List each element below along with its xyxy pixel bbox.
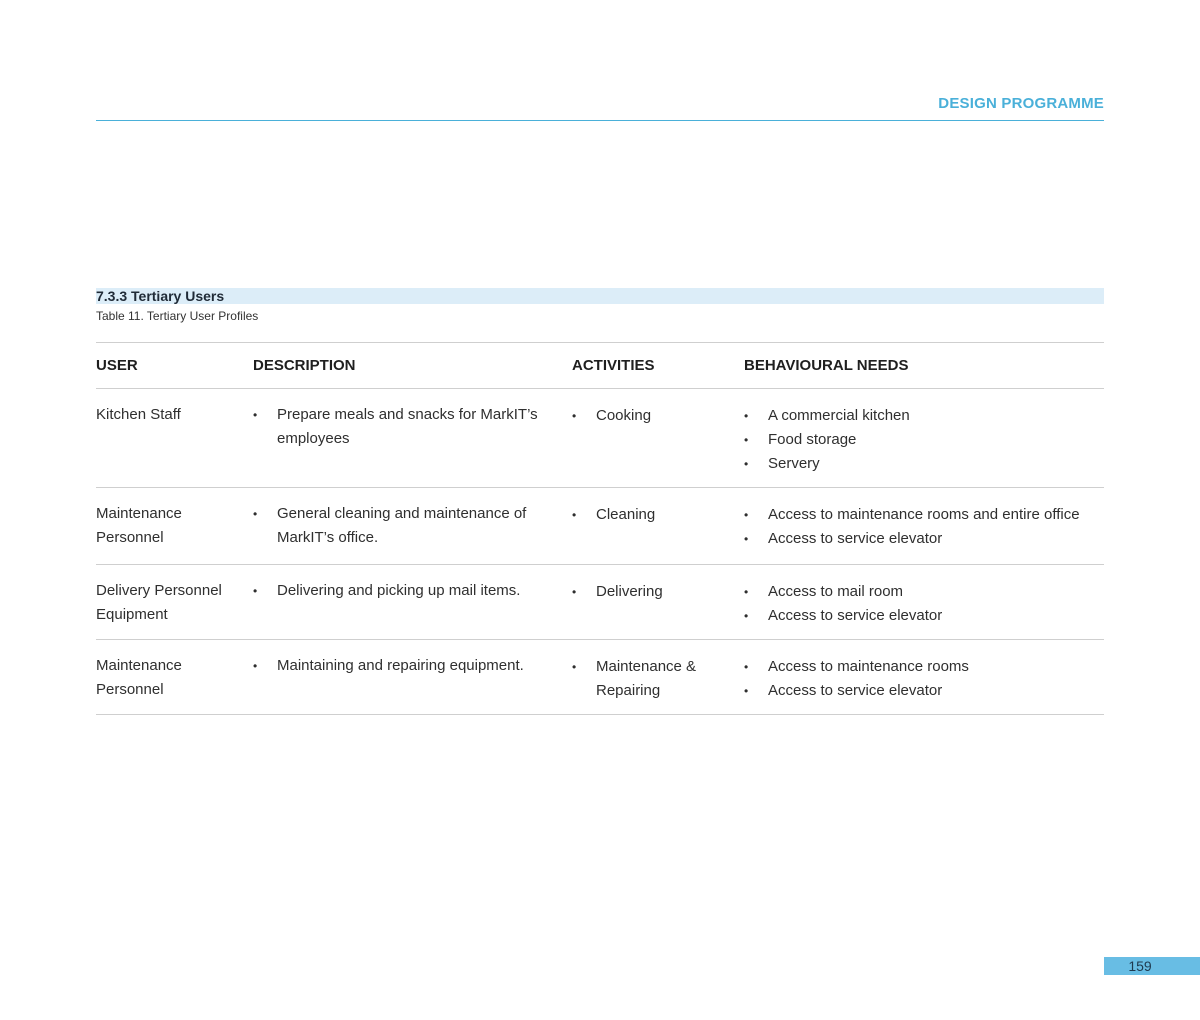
bullet-icon: • <box>744 609 749 623</box>
bullet-icon: • <box>253 584 258 598</box>
user-name: Maintenance Personnel <box>96 505 182 546</box>
activity-item-text: Delivering <box>596 583 663 600</box>
cell-description-list <box>253 502 572 550</box>
cell-description <box>253 389 572 488</box>
cell-behavioural-needs <box>744 389 1104 488</box>
column-header-description: DESCRIPTION <box>253 343 572 389</box>
need-item-text: A commercial kitchen <box>768 407 910 424</box>
bullet-icon: • <box>744 684 749 698</box>
cell-user <box>96 488 253 565</box>
need-item <box>744 404 1104 428</box>
section-title: 7.3.3 Tertiary Users <box>96 288 225 304</box>
bullet-icon: • <box>744 433 749 447</box>
cell-behavioural-needs-list <box>744 579 1104 627</box>
description-item <box>253 502 572 550</box>
user-name: Delivery Personnel Equipment <box>96 582 222 623</box>
need-item-text: Food storage <box>768 431 857 448</box>
activity-item <box>572 503 744 527</box>
table-header-row <box>96 343 1104 389</box>
bullet-icon: • <box>572 660 577 674</box>
description-item <box>253 403 572 451</box>
column-header-user: USER <box>96 343 253 389</box>
cell-behavioural-needs <box>744 640 1104 715</box>
bullet-icon: • <box>744 409 749 423</box>
cell-description-list <box>253 403 572 451</box>
need-item <box>744 503 1104 527</box>
need-item-text: Access to maintenance rooms and entire office <box>768 506 1080 523</box>
bullet-icon: • <box>253 507 258 521</box>
need-item <box>744 452 1104 476</box>
need-item-text: Access to service elevator <box>768 682 943 699</box>
bullet-icon: • <box>744 585 749 599</box>
cell-behavioural-needs-list <box>744 403 1104 475</box>
user-name: Maintenance Personnel <box>96 657 182 698</box>
cell-user <box>96 565 253 640</box>
need-item-text: Access to service elevator <box>768 607 943 624</box>
table-body <box>96 389 1104 715</box>
bullet-icon: • <box>744 457 749 471</box>
cell-user <box>96 389 253 488</box>
table-row <box>96 488 1104 565</box>
activity-item <box>572 580 744 604</box>
bullet-icon: • <box>253 659 258 673</box>
need-item <box>744 580 1104 604</box>
column-header-behavioural-needs: BEHAVIOURAL NEEDS <box>744 343 1104 389</box>
page-number: 159 <box>1128 958 1152 974</box>
bullet-icon: • <box>572 409 577 423</box>
tertiary-user-profiles-table <box>96 342 1104 715</box>
table-row <box>96 640 1104 715</box>
bullet-icon: • <box>744 532 749 546</box>
cell-activities-list <box>572 579 744 603</box>
need-item-text: Access to mail room <box>768 583 904 600</box>
activity-item <box>572 404 744 428</box>
header-rule <box>96 120 1104 121</box>
activity-item-text: Cleaning <box>596 506 656 523</box>
cell-behavioural-needs-list <box>744 502 1104 550</box>
need-item-text: Access to maintenance rooms <box>768 658 969 675</box>
cell-activities-list <box>572 654 744 702</box>
bullet-icon: • <box>744 660 749 674</box>
activity-item <box>572 655 744 703</box>
table-row <box>96 565 1104 640</box>
bullet-icon: • <box>744 508 749 522</box>
need-item <box>744 655 1104 679</box>
need-item <box>744 428 1104 452</box>
table-row <box>96 389 1104 488</box>
cell-user <box>96 640 253 715</box>
activity-item-text: Cooking <box>596 407 652 424</box>
cell-description <box>253 565 572 640</box>
bullet-icon: • <box>572 508 577 522</box>
description-item-text: Prepare meals and snacks for MarkIT’s employees <box>277 406 538 447</box>
bullet-icon: • <box>253 408 258 422</box>
need-item <box>744 679 1104 703</box>
need-item <box>744 604 1104 628</box>
description-item-text: Delivering and picking up mail items. <box>277 582 521 599</box>
cell-activities-list <box>572 403 744 427</box>
cell-behavioural-needs <box>744 565 1104 640</box>
activity-item-text: Maintenance & Repairing <box>596 658 697 699</box>
table-caption: Table 11. Tertiary User Profiles <box>96 309 259 323</box>
need-item-text: Servery <box>768 455 820 472</box>
user-name: Kitchen Staff <box>96 406 181 423</box>
cell-behavioural-needs <box>744 488 1104 565</box>
bullet-icon: • <box>572 585 577 599</box>
cell-activities <box>572 640 744 715</box>
cell-description <box>253 640 572 715</box>
description-item-text: General cleaning and maintenance of MarkIT’s office. <box>277 505 527 546</box>
cell-behavioural-needs-list <box>744 654 1104 702</box>
cell-description <box>253 488 572 565</box>
cell-activities-list <box>572 502 744 526</box>
cell-description-list <box>253 654 572 678</box>
cell-activities <box>572 389 744 488</box>
description-item <box>253 579 572 603</box>
cell-description-list <box>253 579 572 603</box>
cell-activities <box>572 565 744 640</box>
need-item-text: Access to service elevator <box>768 530 943 547</box>
description-item-text: Maintaining and repairing equipment. <box>277 657 524 674</box>
section-highlight-bar <box>96 288 1104 304</box>
description-item <box>253 654 572 678</box>
column-header-activities: ACTIVITIES <box>572 343 744 389</box>
need-item <box>744 527 1104 551</box>
cell-activities <box>572 488 744 565</box>
running-header: DESIGN PROGRAMME <box>938 95 1104 112</box>
